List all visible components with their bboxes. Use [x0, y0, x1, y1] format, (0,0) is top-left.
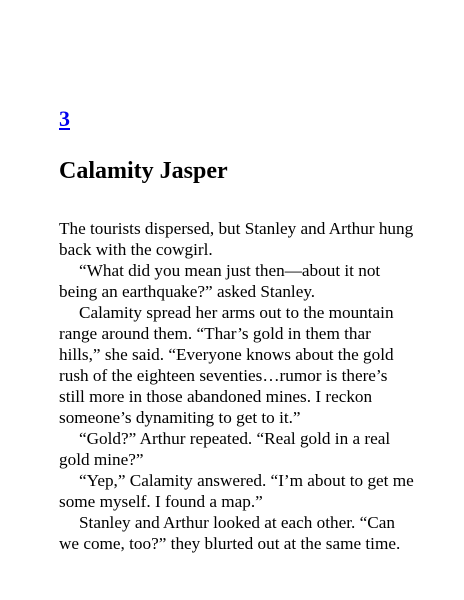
paragraph: Calamity spread her arms out to the mountain range around them. “Thar’s gold in them thar hills,” she said. “Everyone knows about the gold rush of the eighteen seventies…rumor is there’s still more in those abandoned mines. I reckon someone’s dynamiting to get to it.”: [59, 303, 394, 427]
chapter-body: [59, 218, 414, 554]
chapter-number-link[interactable]: 3: [59, 106, 70, 131]
paragraph: “Gold?” Arthur repeated. “Real gold in a real gold mine?”: [59, 429, 391, 469]
paragraph: Stanley and Arthur looked at each other. “Can we come, too?” they blurted out at the same time.: [59, 513, 401, 553]
paragraph: “Yep,” Calamity answered. “I’m about to get me some myself. I found a map.”: [59, 471, 414, 511]
paragraph: “What did you mean just then—about it not being an earthquake?” asked Stanley.: [59, 261, 381, 301]
chapter-title: Calamity Jasper: [59, 158, 228, 184]
paragraph: The tourists dispersed, but Stanley and Arthur hung back with the cowgirl.: [59, 219, 414, 259]
